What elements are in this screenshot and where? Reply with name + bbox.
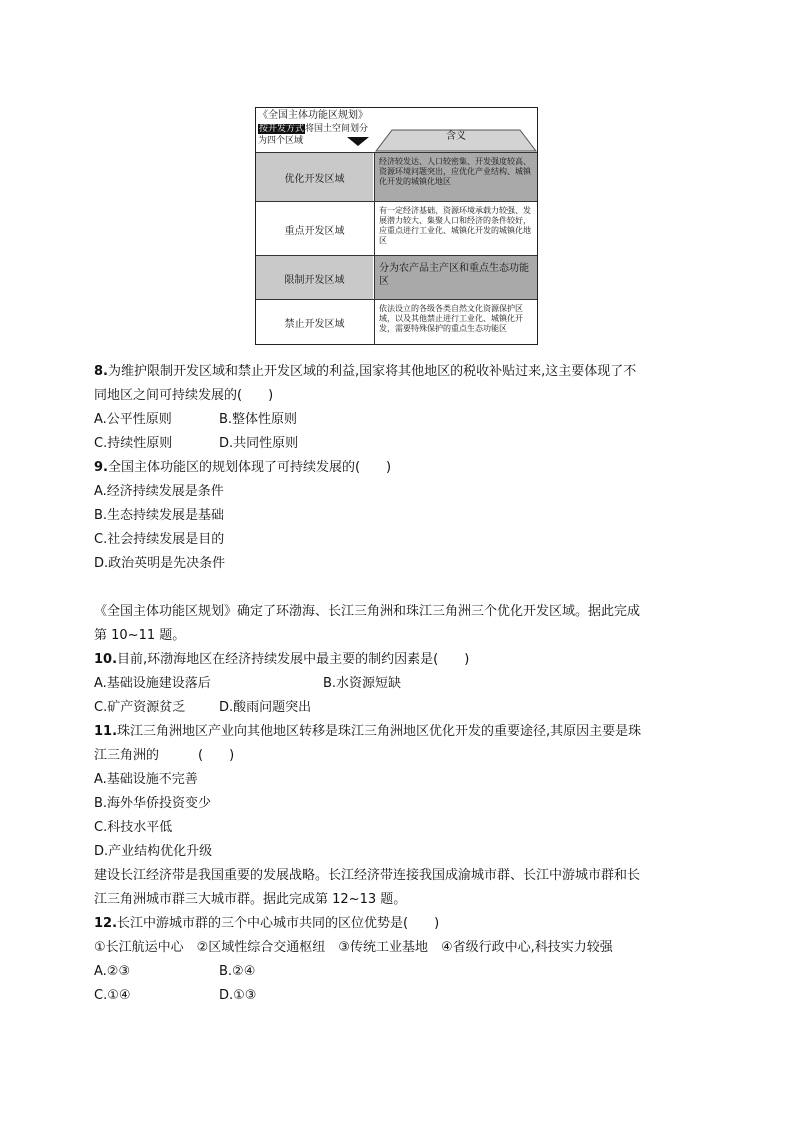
- q11-stem-text: 珠江三角洲地区产业向其他地区转移是珠江三角洲地区优化开发的重要途径,其原因主要是珠: [117, 724, 642, 739]
- q9-option-c: C.社会持续发展是目的: [94, 532, 225, 547]
- q8-option-d: D.共同性原则: [219, 436, 299, 451]
- q12-option-a: A.②③: [94, 964, 131, 979]
- q8-stem-line2: 同地区之间可持续发展的( ): [94, 388, 274, 403]
- q12-option-b: B.②④: [219, 964, 256, 979]
- intro2-line2: 江三角洲城市群三大城市群。据此完成第 12~13 题。: [94, 892, 407, 907]
- row-category: 重点开发区域: [284, 225, 345, 237]
- q10-option-b: B.水资源短缺: [323, 676, 402, 691]
- q9-stem: [94, 460, 391, 476]
- q10-stem: [94, 652, 469, 668]
- q8-option-b: B.整体性原则: [219, 412, 298, 427]
- q11-stem-line2: 江三角洲的 ( ): [94, 748, 235, 763]
- q9-stem-text: 全国主体功能区的规划体现了可持续发展的( ): [107, 460, 392, 475]
- q10-option-c: C.矿产资源贫乏: [94, 700, 186, 715]
- intro1-line2: 第 10~11 题。: [94, 628, 186, 643]
- q12-number: 12.: [94, 916, 118, 931]
- q12-option-d: D.①③: [219, 988, 257, 1003]
- q9-number: 9.: [94, 460, 108, 475]
- row-category: 禁止开发区域: [284, 319, 345, 330]
- q12-option-c: C.①④: [94, 988, 131, 1003]
- table-row: [256, 152, 537, 202]
- q9-option-d: D.政治英明是先决条件: [94, 556, 226, 571]
- q12-stem-text: 长江中游城市群的三个中心城市共同的区位优势是( ): [117, 916, 440, 931]
- table-row: [256, 255, 537, 300]
- q11-stem-line1: [94, 724, 641, 740]
- header-label: 含义: [446, 131, 466, 142]
- q8-stem-line1: [94, 364, 636, 380]
- q12-items: ①长江航运中心 ②区域性综合交通枢纽 ③传统工业基地 ④省级行政中心,科技实力较强: [94, 940, 613, 955]
- q11-option-a: A.基础设施不完善: [94, 772, 198, 787]
- q11-option-b: B.海外华侨投资变少: [94, 796, 212, 811]
- q10-option-a: A.基础设施建设落后: [94, 676, 211, 691]
- q8-option-a: A.公平性原则: [94, 412, 172, 427]
- q8-stem-text: 为维护限制开发区域和禁止开发区域的利益,国家将其他地区的税收补贴过来,这主要体现了不: [107, 364, 637, 379]
- q9-option-a: A.经济持续发展是条件: [94, 484, 224, 499]
- q12-stem: [94, 916, 439, 932]
- planning-figure: [255, 107, 538, 345]
- row-category: 优化开发区域: [256, 153, 373, 202]
- intro1-line1: 《全国主体功能区规划》确定了环渤海、长江三角洲和珠江三角洲三个优化开发区域。据此完成: [94, 604, 641, 619]
- q11-number: 11.: [94, 724, 118, 739]
- table-row: [256, 201, 537, 256]
- q11-option-d: D.产业结构优化升级: [94, 844, 213, 859]
- q8-number: 8.: [94, 364, 108, 379]
- row-meaning: 分为农产品主产区和重点生态功能区: [374, 256, 537, 300]
- table-row: [256, 299, 537, 345]
- q8-option-c: C.持续性原则: [94, 436, 173, 451]
- row-meaning: 有一定经济基础、资源环境承载力较强、发展潜力较大、集聚人口和经济的条件较好，应重点进行工业化、城镇化开发的城镇化地区: [374, 202, 537, 256]
- intro2-line1: 建设长江经济带是我国重要的发展战略。长江经济带连接我国成渝城市群、长江中游城市群和长: [94, 868, 641, 883]
- q10-number: 10.: [94, 652, 118, 667]
- q11-option-c: C.科技水平低: [94, 820, 173, 835]
- row-meaning: 经济较发达、人口较密集、开发强度较高、资源环境问题突出，应优化产业结构、城镇化开发的城镇化地区: [374, 153, 537, 202]
- row-category: 限制开发区域: [256, 256, 373, 300]
- figure-subtitle-highlight: 按开发方式: [259, 124, 305, 134]
- q10-option-d: D.酸雨问题突出: [219, 700, 312, 715]
- figure-title: 《全国主体功能区规划》: [258, 110, 368, 121]
- row-meaning: 依法设立的各级各类自然文化资源保护区域，以及其他禁止进行工业化、城镇化开发，需要特殊保护的重点生态功能区: [374, 300, 537, 345]
- down-arrow-icon: [347, 137, 369, 146]
- figure-subtitle-rest: 将国土空间划分为四个区域: [258, 124, 369, 146]
- q10-stem-text: 目前,环渤海地区在经济持续发展中最主要的制约因素是( ): [117, 652, 470, 667]
- q9-option-b: B.生态持续发展是基础: [94, 508, 225, 523]
